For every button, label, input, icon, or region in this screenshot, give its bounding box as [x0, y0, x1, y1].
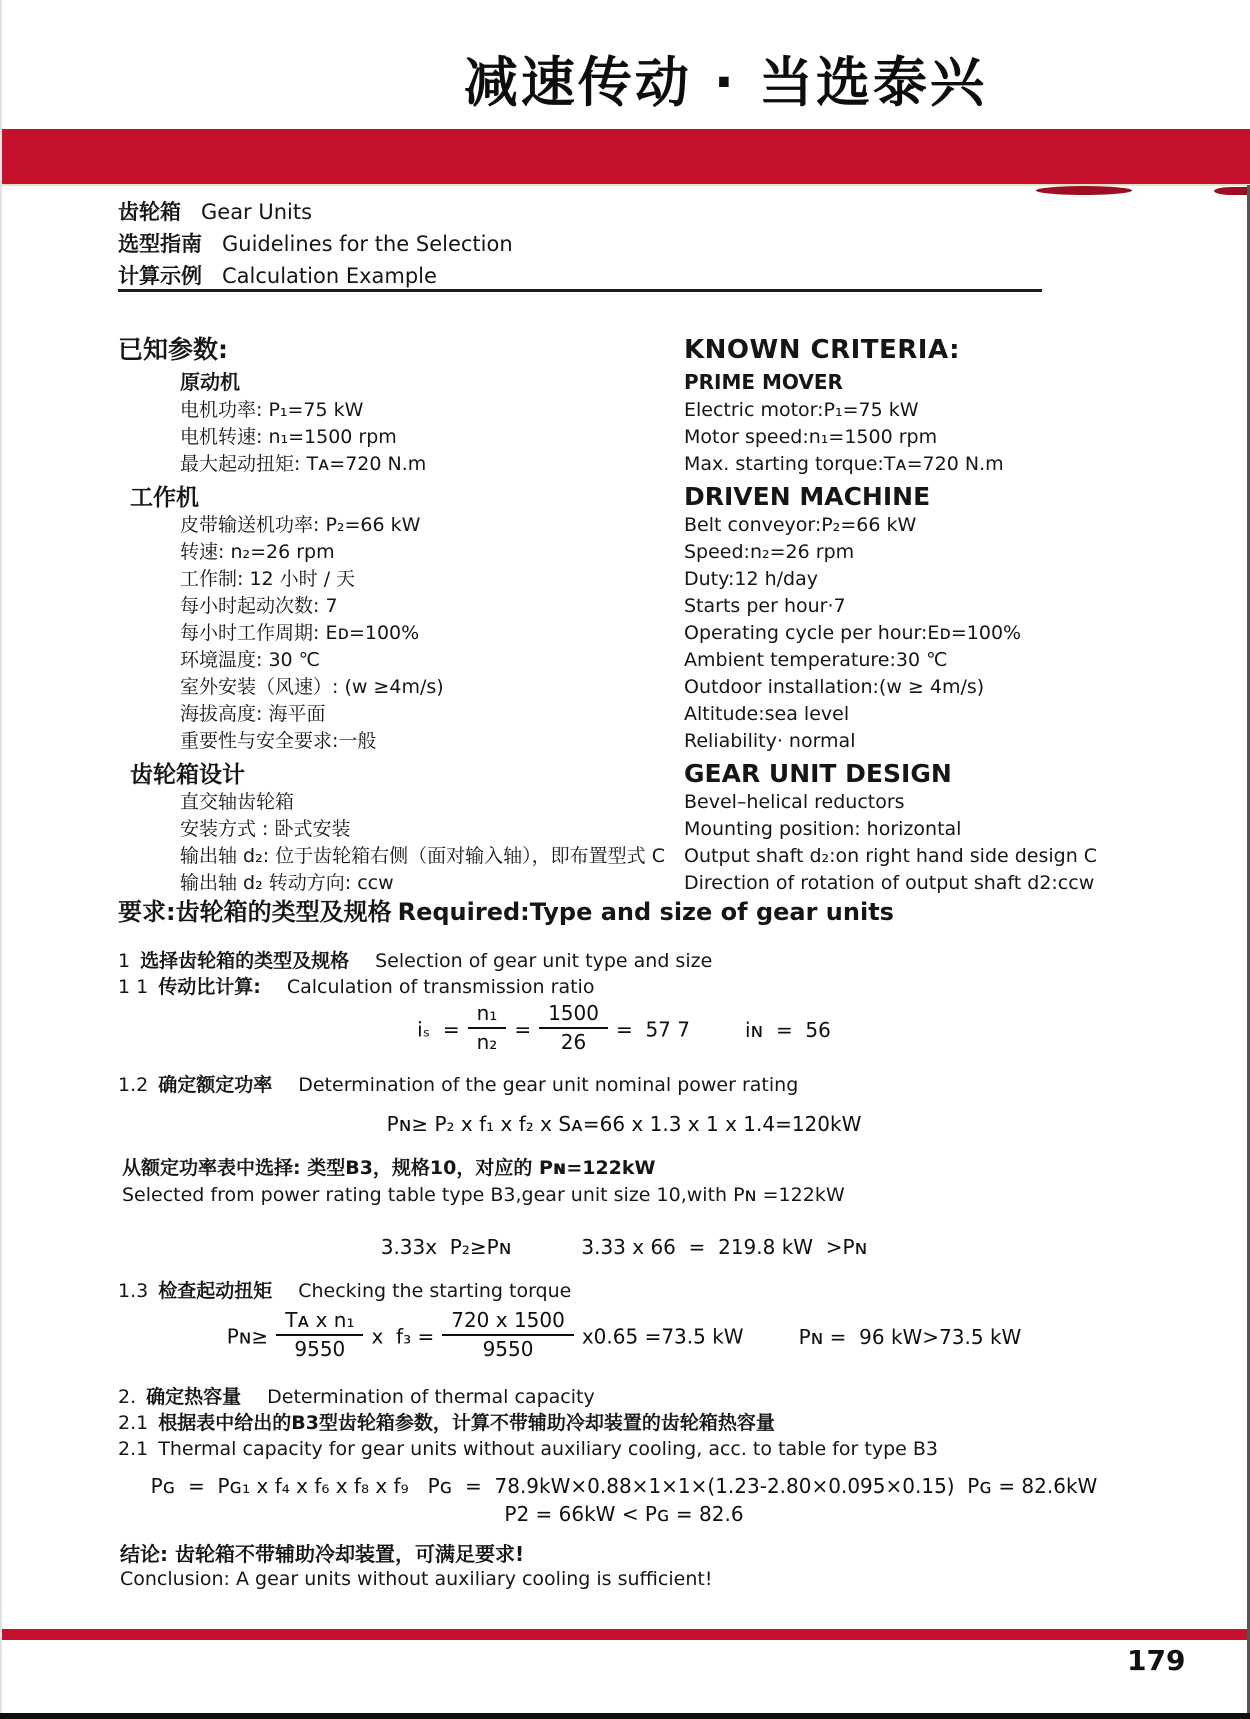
title-row-gear-units	[118, 196, 513, 228]
section-2-1-zh: 2.1 根据表中给出的B3型齿轮箱参数，计算不带辅助冷却装置的齿轮箱热容量	[118, 1412, 775, 1434]
banner-swoosh-decoration	[1036, 186, 1132, 195]
fraction-720x1500-9550: $\frac{720 x 1500}{9550}$	[442, 1309, 574, 1361]
section-1: 1 选择齿轮箱的类型及规格 Selection of gear unit type and size	[118, 950, 713, 972]
criteria-row	[118, 330, 1130, 366]
title-en: Gear Units	[201, 200, 313, 224]
criteria-row: 海拔高度: 海平面 Altitude:sea level	[180, 703, 850, 725]
criteria-row: 输出轴 d₂: 位于齿轮箱右侧（面对输入轴），即布置型式 C Output shaft d₂:on right hand side design C	[180, 845, 1098, 867]
prime-mover-en: PRIME MOVER	[684, 370, 843, 394]
footer-red-rule	[0, 1629, 1250, 1640]
banner-slogan: 减速传动 · 当选泰兴	[463, 51, 987, 114]
banner-swoosh-edge-decoration	[1214, 187, 1250, 195]
criteria-row	[118, 366, 1130, 395]
thermal-capacity-result: P2 = 66kW < Pɢ = 82.6	[504, 1502, 744, 1526]
page-bottom-edge	[0, 1713, 1250, 1719]
criteria-row: 每小时工作周期: Eᴅ=100% Operating cycle per hour:Eᴅ=100%	[180, 622, 1022, 644]
known-criteria-zh: 已知参数:	[118, 335, 228, 364]
section-2-1-en: 2.1 Thermal capacity for gear units without auxiliary cooling, acc. to table for type B3	[118, 1438, 938, 1460]
transmission-ratio-formula: iₛ = $\frac{\text{n₁}}{\text{n₂}}$ = $\frac{1500}{26}$ = 57 7 iɴ = 56	[417, 1001, 831, 1054]
power-check-formula: 3.33x P₂≥Pɴ 3.33 x 66 = 219.8 kW >Pɴ	[380, 1235, 868, 1259]
title-zh: 计算示例	[118, 264, 202, 288]
required-zh: 要求:齿轮箱的类型及规格	[118, 898, 392, 926]
fraction-1500-26: $\frac{1500}{26}$	[539, 1002, 608, 1054]
gear-unit-design-en: GEAR UNIT DESIGN	[684, 759, 952, 788]
criteria-row: 每小时起动次数: 7 Starts per hour·7	[180, 595, 846, 617]
conclusion-zh: 结论: 齿轮箱不带辅助冷却装置，可满足要求!	[120, 1542, 525, 1566]
page-number: 179	[1127, 1644, 1186, 1677]
criteria-section	[118, 330, 1130, 895]
red-banner	[0, 129, 1250, 186]
title-zh: 选型指南	[118, 232, 202, 256]
criteria-row: 室外安装（风速）: (w ≥4m/s) Outdoor installation:(w ≥ 4m/s)	[180, 676, 985, 698]
starting-torque-formula: Pɴ≥ $\frac{\text{Tᴀ x n₁}}{9550}$ x f₃ = $\frac{720 x 1500}{9550}$ x0.65 =73.5 kW Pɴ = 96 kW>73.5 kW	[226, 1308, 1022, 1361]
section-1-2: 1.2 确定额定功率 Determination of the gear unit nominal power rating	[118, 1074, 799, 1096]
criteria-row: 转速: n₂=26 rpm Speed:n₂=26 rpm	[180, 541, 855, 563]
nominal-power-formula: Pɴ≥ P₂ x f₁ x f₂ x Sᴀ=66 x 1.3 x 1 x 1.4=120kW	[386, 1112, 862, 1136]
required-en: Required:Type and size of gear units	[397, 898, 894, 926]
criteria-row: 工作制: 12 小时 / 天 Duty:12 h/day	[180, 568, 818, 590]
known-criteria-en: KNOWN CRITERIA:	[684, 335, 960, 365]
criteria-row: 重要性与安全要求:一般 Reliability· normal	[180, 730, 856, 752]
title-block	[118, 196, 513, 292]
criteria-row	[118, 476, 1130, 510]
criteria-row: 输出轴 d₂ 转动方向: ccw Direction of rotation of output shaft d2:ccw	[180, 872, 1095, 894]
criteria-row: 直交轴齿轮箱 Bevel–helical reductors	[180, 791, 905, 813]
section-1-1: 1 1 传动比计算: Calculation of transmission ratio	[118, 976, 595, 998]
driven-machine-zh: 工作机	[130, 485, 199, 511]
title-row-guidelines	[118, 228, 513, 260]
criteria-row: 安装方式 : 卧式安装 Mounting position: horizontal	[180, 818, 962, 840]
title-en: Calculation Example	[222, 264, 437, 288]
selection-note-zh: 从额定功率表中选择: 类型B3，规格10，对应的 Pɴ=122kW	[122, 1157, 656, 1179]
criteria-row: 电机功率: P₁=75 kW Electric motor:P₁=75 kW	[180, 399, 919, 421]
criteria-row: 最大起动扭矩: Tᴀ=720 N.m Max. starting torque:Tᴀ=720 N.m	[180, 453, 1004, 475]
gear-unit-design-zh: 齿轮箱设计	[130, 762, 245, 788]
title-row-calculation-example	[118, 260, 513, 292]
driven-machine-en: DRIVEN MACHINE	[684, 482, 931, 511]
fraction-n1-n2: $\frac{\text{n₁}}{\text{n₂}}$	[468, 1002, 507, 1054]
selection-note-en: Selected from power rating table type B3,gear unit size 10,with Pɴ =122kW	[122, 1184, 845, 1206]
criteria-row: 皮带输送机功率: P₂=66 kW Belt conveyor:P₂=66 kW	[180, 514, 917, 536]
prime-mover-zh: 原动机	[180, 370, 240, 394]
criteria-row: 环境温度: 30 ℃ Ambient temperature:30 ℃	[180, 649, 948, 671]
section-1-3: 1.3 检查起动扭矩 Checking the starting torque	[118, 1280, 572, 1302]
fraction-TAn1-9550: $\frac{\text{Tᴀ x n₁}}{9550}$	[276, 1309, 363, 1361]
page-left-edge	[0, 0, 2, 1719]
thermal-capacity-formula: Pɢ = Pɢ₁ x f₄ x f₆ x f₈ x f₉ Pɢ = 78.9kW×0.88×1×1×(1.23-2.80×0.095×0.15) Pɢ = 82.6kW	[150, 1474, 1098, 1498]
title-zh: 齿轮箱	[118, 200, 181, 224]
required-heading	[118, 892, 894, 927]
section-2: 2. 确定热容量 Determination of thermal capacity	[118, 1386, 595, 1408]
conclusion-en: Conclusion: A gear units without auxiliary cooling is sufficient!	[120, 1568, 713, 1590]
title-divider-rule	[118, 289, 1042, 292]
title-en: Guidelines for the Selection	[222, 232, 513, 256]
criteria-row: 电机转速: n₁=1500 rpm Motor speed:n₁=1500 rpm	[180, 426, 938, 448]
criteria-row	[118, 753, 1130, 787]
